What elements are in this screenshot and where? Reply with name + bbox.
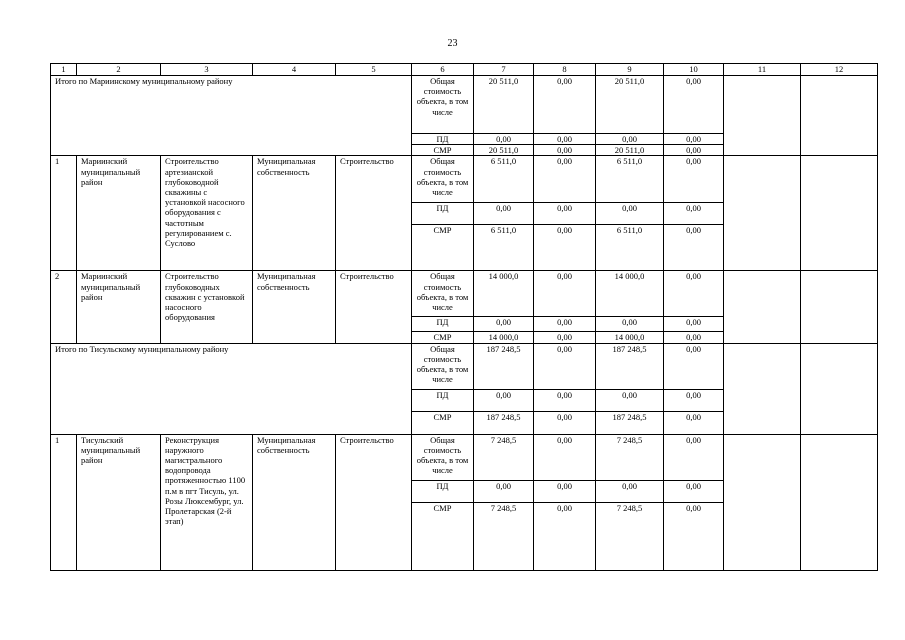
total-label: Общая стоимость объекта, в том числе (412, 271, 474, 317)
value-cell: 14 000,0 (474, 271, 534, 317)
value-cell: 0,00 (534, 134, 596, 145)
empty-cell (724, 434, 801, 570)
value-cell: 0,00 (596, 134, 664, 145)
value-cell: 187 248,5 (474, 411, 534, 434)
total-label: Общая стоимость объекта, в том числе (412, 343, 474, 389)
value-cell: 0,00 (596, 203, 664, 225)
value-cell: 0,00 (664, 502, 724, 570)
section-total-row (51, 343, 878, 389)
value-cell: 0,00 (534, 203, 596, 225)
empty-cell (724, 156, 801, 271)
value-cell: 0,00 (664, 76, 724, 134)
value-cell: 0,00 (664, 134, 724, 145)
value-cell: 0,00 (534, 411, 596, 434)
value-cell: 6 511,0 (474, 156, 534, 203)
column-number: 7 (474, 64, 534, 76)
column-number: 5 (336, 64, 412, 76)
smr-label: СМР (412, 145, 474, 156)
value-cell: 0,00 (474, 480, 534, 502)
value-cell: 0,00 (664, 389, 724, 411)
column-number: 4 (253, 64, 336, 76)
value-cell: 0,00 (534, 225, 596, 271)
value-cell: 0,00 (534, 480, 596, 502)
pd-label: ПД (412, 203, 474, 225)
item-total-row (51, 434, 878, 480)
value-cell: 6 511,0 (596, 225, 664, 271)
item-type: Строительство (336, 271, 412, 343)
item-object: Строительство артезианской глубоководной скважины с установкой насосного оборудования с частотным регулированием с. Суслово (161, 156, 253, 271)
column-number: 2 (77, 64, 161, 76)
item-number: 2 (51, 271, 77, 343)
item-number: 1 (51, 156, 77, 271)
value-cell: 0,00 (534, 502, 596, 570)
value-cell: 20 511,0 (596, 76, 664, 134)
empty-cell (801, 271, 878, 343)
pd-label: ПД (412, 389, 474, 411)
item-type: Строительство (336, 156, 412, 271)
value-cell: 0,00 (596, 480, 664, 502)
item-object: Реконструкция наружного магистрального водопровода протяженностью 1100 п.м в пгт Тисуль, ул. Розы Люксембург, ул. Пролетарская (2-й этап) (161, 434, 253, 570)
value-cell: 0,00 (534, 389, 596, 411)
investment-table (50, 63, 878, 571)
value-cell: 20 511,0 (474, 145, 534, 156)
value-cell: 20 511,0 (474, 76, 534, 134)
value-cell: 0,00 (664, 203, 724, 225)
value-cell: 0,00 (664, 271, 724, 317)
item-ownership: Муниципальная собственность (253, 434, 336, 570)
column-number: 8 (534, 64, 596, 76)
section-title: Итого по Тисульскому муниципальному району (51, 343, 412, 434)
total-label: Общая стоимость объекта, в том числе (412, 76, 474, 134)
item-district: Мариинский муниципальный район (77, 271, 161, 343)
value-cell: 0,00 (474, 134, 534, 145)
item-type: Строительство (336, 434, 412, 570)
column-number: 12 (801, 64, 878, 76)
empty-cell (801, 76, 878, 156)
value-cell: 7 248,5 (474, 502, 534, 570)
value-cell: 0,00 (664, 317, 724, 332)
item-number: 1 (51, 434, 77, 570)
value-cell: 0,00 (534, 332, 596, 343)
value-cell: 187 248,5 (596, 411, 664, 434)
value-cell: 0,00 (534, 317, 596, 332)
empty-cell (724, 343, 801, 434)
value-cell: 6 511,0 (596, 156, 664, 203)
column-numbers-row (51, 64, 878, 76)
value-cell: 0,00 (534, 343, 596, 389)
item-object: Строительство глубоководных скважин с установкой насосного оборудования (161, 271, 253, 343)
value-cell: 14 000,0 (474, 332, 534, 343)
column-number: 9 (596, 64, 664, 76)
value-cell: 0,00 (664, 411, 724, 434)
smr-label: СМР (412, 411, 474, 434)
pd-label: ПД (412, 134, 474, 145)
value-cell: 7 248,5 (474, 434, 534, 480)
total-label: Общая стоимость объекта, в том числе (412, 434, 474, 480)
column-number: 1 (51, 64, 77, 76)
pd-label: ПД (412, 480, 474, 502)
value-cell: 0,00 (534, 76, 596, 134)
section-total-row (51, 76, 878, 134)
empty-cell (724, 271, 801, 343)
column-number: 6 (412, 64, 474, 76)
empty-cell (724, 76, 801, 156)
total-label: Общая стоимость объекта, в том числе (412, 156, 474, 203)
value-cell: 187 248,5 (474, 343, 534, 389)
item-district: Мариинский муниципальный район (77, 156, 161, 271)
value-cell: 0,00 (664, 145, 724, 156)
section-title: Итого по Мариинскому муниципальному району (51, 76, 412, 156)
empty-cell (801, 156, 878, 271)
value-cell: 0,00 (474, 389, 534, 411)
value-cell: 0,00 (664, 225, 724, 271)
value-cell: 0,00 (664, 434, 724, 480)
value-cell: 7 248,5 (596, 502, 664, 570)
value-cell: 0,00 (664, 480, 724, 502)
pd-label: ПД (412, 317, 474, 332)
column-number: 3 (161, 64, 253, 76)
value-cell: 0,00 (534, 434, 596, 480)
value-cell: 0,00 (664, 343, 724, 389)
value-cell: 0,00 (534, 145, 596, 156)
column-number: 11 (724, 64, 801, 76)
value-cell: 7 248,5 (596, 434, 664, 480)
value-cell: 14 000,0 (596, 332, 664, 343)
item-total-row (51, 156, 878, 203)
value-cell: 0,00 (664, 156, 724, 203)
item-ownership: Муниципальная собственность (253, 156, 336, 271)
value-cell: 0,00 (534, 156, 596, 203)
value-cell: 0,00 (596, 317, 664, 332)
value-cell: 6 511,0 (474, 225, 534, 271)
value-cell: 20 511,0 (596, 145, 664, 156)
item-district: Тисульский муниципальный район (77, 434, 161, 570)
item-total-row (51, 271, 878, 317)
empty-cell (801, 343, 878, 434)
smr-label: СМР (412, 332, 474, 343)
value-cell: 0,00 (596, 389, 664, 411)
value-cell: 0,00 (474, 203, 534, 225)
smr-label: СМР (412, 225, 474, 271)
smr-label: СМР (412, 502, 474, 570)
page-number: 23 (447, 38, 458, 49)
value-cell: 0,00 (474, 317, 534, 332)
value-cell: 14 000,0 (596, 271, 664, 317)
empty-cell (801, 434, 878, 570)
value-cell: 187 248,5 (596, 343, 664, 389)
value-cell: 0,00 (664, 332, 724, 343)
value-cell: 0,00 (534, 271, 596, 317)
column-number: 10 (664, 64, 724, 76)
item-ownership: Муниципальная собственность (253, 271, 336, 343)
